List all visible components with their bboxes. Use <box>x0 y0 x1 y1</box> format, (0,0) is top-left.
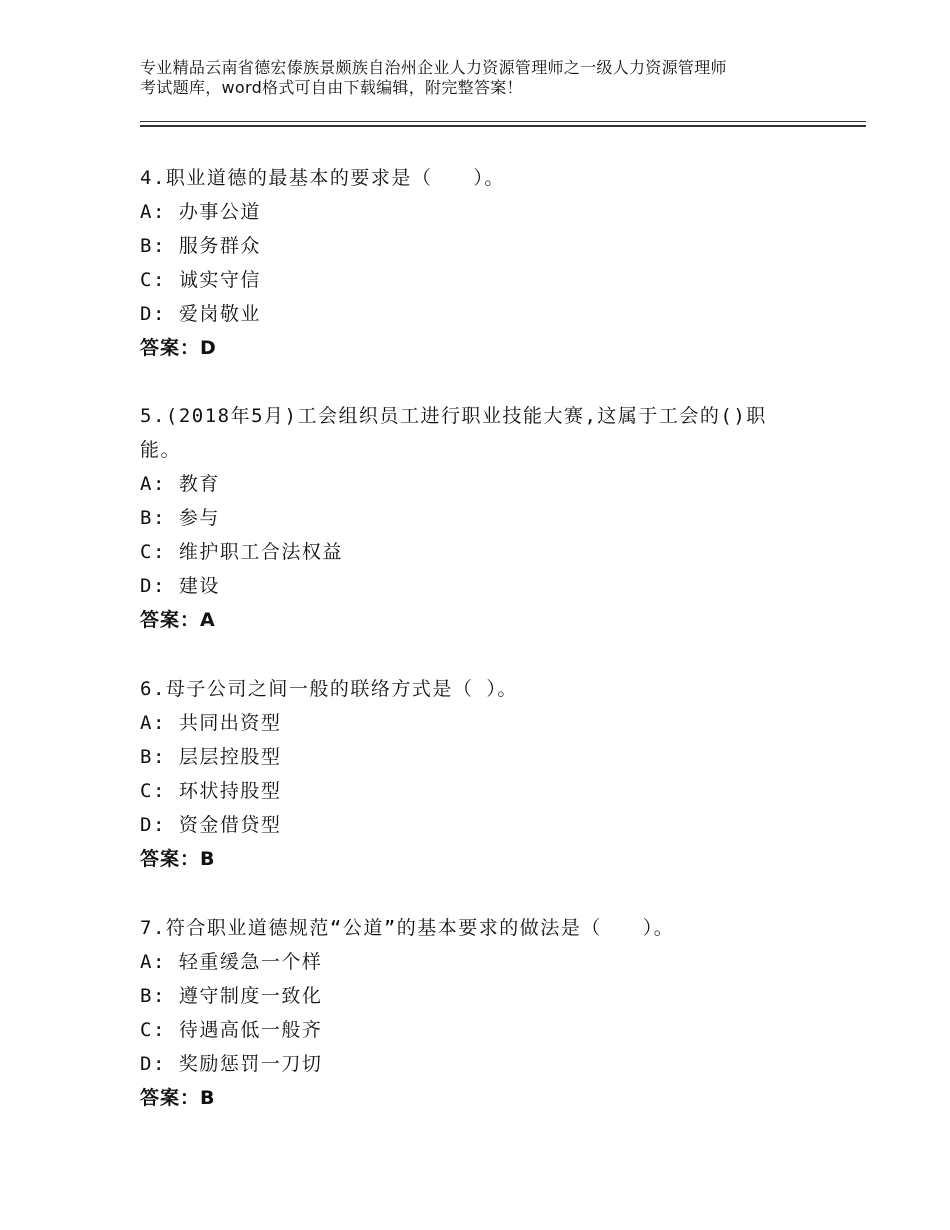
header-line-2: 考试题库，word格式可自由下载编辑，附完整答案！ <box>140 78 523 97</box>
option-b: B: 参与 <box>140 507 220 529</box>
answer: 答案：D <box>140 337 217 359</box>
option-c: C: 待遇高低一般齐 <box>140 1019 323 1041</box>
option-b: B: 层层控股型 <box>140 746 282 768</box>
option-d: D: 建设 <box>140 575 220 597</box>
option-d: D: 爱岗敬业 <box>140 303 261 325</box>
header-divider-bottom <box>140 125 866 127</box>
option-a: A: 共同出资型 <box>140 712 282 734</box>
option-d: D: 奖励惩罚一刀切 <box>140 1053 323 1075</box>
question-4 <box>140 161 820 365</box>
answer: 答案：B <box>140 848 216 870</box>
option-d: D: 资金借贷型 <box>140 814 282 836</box>
option-c: C: 环状持股型 <box>140 780 282 802</box>
option-c: C: 诚实守信 <box>140 269 261 291</box>
option-a: A: 轻重缓急一个样 <box>140 951 323 973</box>
question-title-line-1: 5.(2018年5月)工会组织员工进行职业技能大赛,这属于工会的()职 <box>140 405 767 427</box>
question-title: 4.职业道德的最基本的要求是（ ）。 <box>140 167 505 189</box>
question-title: 6.母子公司之间一般的联络方式是（ ）。 <box>140 678 518 700</box>
question-title: 7.符合职业道德规范“公道”的基本要求的做法是（ ）。 <box>140 917 675 939</box>
question-6 <box>140 672 820 876</box>
question-title-line-2: 能。 <box>140 439 182 461</box>
option-c: C: 维护职工合法权益 <box>140 541 343 563</box>
option-a: A: 教育 <box>140 473 220 495</box>
answer: 答案：A <box>140 609 216 631</box>
document-header <box>140 58 840 98</box>
option-a: A: 办事公道 <box>140 201 261 223</box>
answer: 答案：B <box>140 1087 216 1109</box>
option-b: B: 服务群众 <box>140 235 261 257</box>
option-b: B: 遵守制度一致化 <box>140 985 323 1007</box>
header-line-1: 专业精品云南省德宏傣族景颇族自治州企业人力资源管理师之一级人力资源管理师 <box>140 58 727 77</box>
question-5 <box>140 399 820 637</box>
question-7 <box>140 911 820 1115</box>
header-divider-top <box>140 121 866 122</box>
